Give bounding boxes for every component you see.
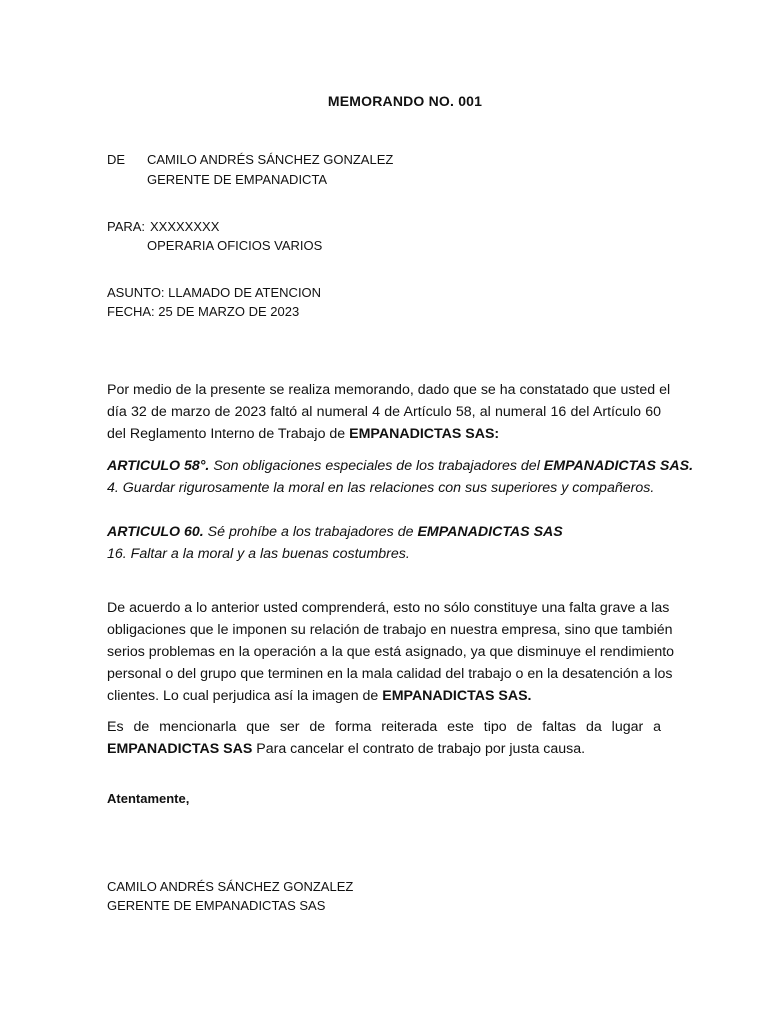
paragraph-text: del Reglamento Interno de Trabajo de	[107, 426, 350, 442]
from-role: GERENTE DE EMPANADICTA	[147, 172, 328, 187]
paragraph-line: serios problemas en la operación a la que está asignado, ya que disminuye el rendimiento	[107, 644, 675, 660]
signature-name: CAMILO ANDRÉS SÁNCHEZ GONZALEZ	[107, 879, 354, 894]
article-60-text: Sé prohíbe a los trabajadores de	[203, 524, 418, 540]
paragraph-line	[107, 685, 661, 707]
article-58-text: Son obligaciones especiales de los trabajadores del	[209, 458, 544, 474]
article-60-item: 16. Faltar a la moral y a las buenas costumbres.	[107, 546, 410, 562]
paragraph-consequences	[107, 597, 675, 707]
paragraph-text: Para cancelar el contrato de trabajo por justa causa.	[252, 741, 586, 757]
closing: Atentamente,	[107, 791, 190, 806]
company-name: EMPANADICTAS SAS	[107, 741, 253, 757]
article-58	[107, 455, 693, 477]
to-label: PARA:	[107, 219, 146, 234]
from-name: CAMILO ANDRÉS SÁNCHEZ GONZALEZ	[147, 152, 394, 167]
company-name: EMPANADICTAS SAS.	[543, 458, 694, 474]
signature-role: GERENTE DE EMPANADICTAS SAS	[107, 898, 326, 913]
paragraph-line: personal o del grupo que terminen en la mala calidad del trabajo o en la desatención a los	[107, 666, 673, 682]
from-label: DE	[107, 152, 126, 167]
paragraph-line: obligaciones que le imponen su relación de trabajo en nuestra empresa, sino que también	[107, 622, 673, 638]
paragraph-intro	[107, 379, 671, 445]
paragraph-warning	[107, 716, 661, 760]
paragraph-line: Por medio de la presente se realiza memorando, dado que se ha constatado que usted el	[107, 382, 671, 398]
memo-title: MEMORANDO NO. 001	[327, 93, 483, 109]
paragraph-line: De acuerdo a lo anterior usted comprenderá, esto no sólo constituye una falta grave a las	[107, 600, 670, 616]
company-name: EMPANADICTAS SAS.	[382, 688, 532, 704]
date-line: FECHA: 25 DE MARZO DE 2023	[107, 304, 300, 319]
company-name: EMPANADICTAS SAS:	[349, 426, 500, 442]
paragraph-text: clientes. Lo cual perjudica así la imagen de	[107, 688, 383, 704]
to-role: OPERARIA OFICIOS VARIOS	[147, 238, 323, 253]
paragraph-line	[107, 738, 661, 760]
paragraph-line	[107, 423, 661, 445]
paragraph-line: Es de mencionarla que ser de forma reiterada este tipo de faltas da lugar a	[107, 719, 661, 735]
article-58-heading: ARTICULO 58°.	[107, 458, 210, 474]
article-58-item: 4. Guardar rigurosamente la moral en las relaciones con sus superiores y compañeros.	[107, 480, 655, 496]
article-60-heading: ARTICULO 60.	[107, 524, 204, 540]
paragraph-line: día 32 de marzo de 2023 faltó al numeral 4 de Artículo 58, al numeral 16 del Artículo 60	[107, 404, 661, 420]
to-name: XXXXXXXX	[150, 219, 220, 234]
company-name: EMPANADICTAS SAS	[417, 524, 563, 540]
subject-line: ASUNTO: LLAMADO DE ATENCION	[107, 285, 322, 300]
article-60	[107, 521, 563, 543]
